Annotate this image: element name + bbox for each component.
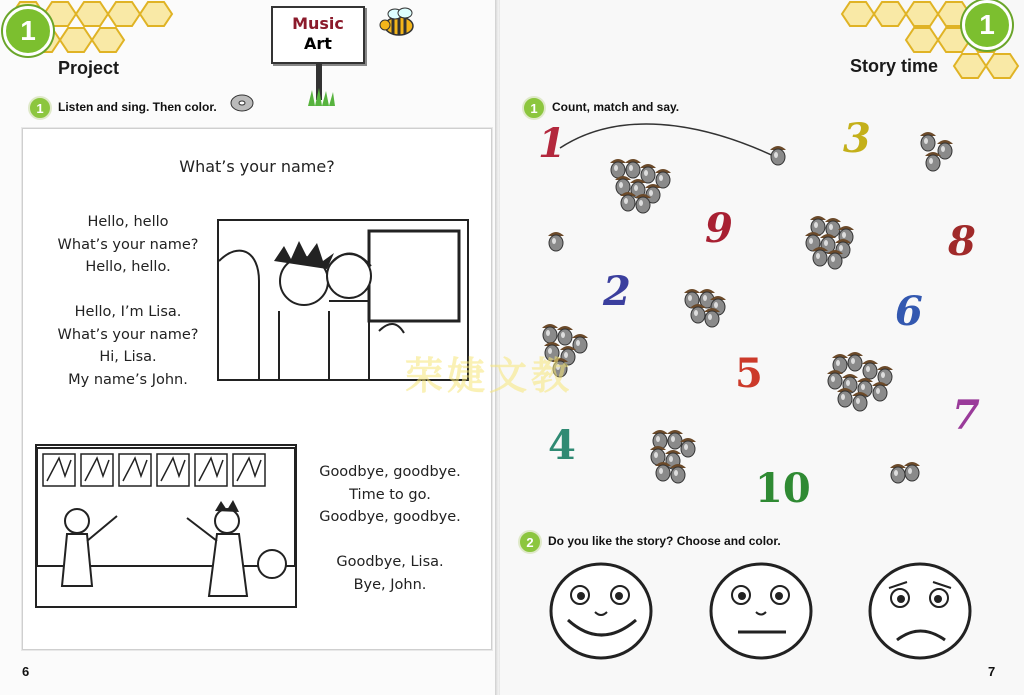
instruction-number-badge: 1 — [28, 96, 52, 120]
activity-2-instruction — [518, 530, 781, 554]
lyric-line: Hello, I’m Lisa. — [74, 304, 182, 320]
acorn-group-2 — [890, 462, 920, 483]
lyric-line: Bye, John. — [353, 576, 427, 593]
grass-icon — [306, 86, 336, 106]
sign-line-1: Music — [292, 14, 344, 33]
unit-badge: 1 — [962, 0, 1012, 50]
sign-line-2: Art — [304, 34, 332, 53]
number-7: 7 — [952, 392, 980, 439]
happy-face-icon[interactable] — [548, 560, 654, 662]
instruction-1 — [28, 96, 217, 120]
lyric-line: What’s your name? — [57, 326, 199, 343]
page-number: 6 — [22, 664, 30, 679]
number-2: 2 — [603, 268, 631, 315]
acorn-groups — [500, 120, 1024, 510]
acorn-group-1 — [770, 146, 786, 165]
page-heading: Story time — [850, 56, 939, 76]
activity-1-instruction — [522, 96, 679, 120]
song-verse-1 — [43, 211, 213, 279]
lyric-line: Goodbye, Lisa. — [336, 554, 444, 570]
acorn-group-7 — [650, 430, 696, 483]
neutral-face-icon[interactable] — [708, 560, 814, 662]
number-5: 5 — [735, 350, 763, 397]
bee-icon — [375, 6, 423, 40]
lyric-line: Time to go. — [349, 486, 431, 503]
number-3: 3 — [843, 115, 871, 162]
lyric-line: Hello, hello. — [85, 259, 171, 275]
acorn-group-9 — [610, 159, 671, 213]
lyric-line: My name’s John. — [68, 371, 188, 388]
right-page — [500, 0, 1024, 695]
lyric-line: Goodbye, goodbye. — [319, 464, 461, 480]
kids-waving-bus-illustration — [35, 444, 297, 608]
sad-face-icon[interactable] — [867, 560, 973, 662]
page-heading: Project — [58, 58, 120, 78]
acorn-group-1b — [548, 232, 564, 251]
number-8: 8 — [948, 218, 976, 265]
instruction-text: Listen and sing. Then color. — [58, 100, 217, 115]
song-title: What’s your name? — [179, 157, 335, 176]
number-10: 10 — [755, 465, 811, 512]
number-6: 6 — [895, 288, 923, 335]
acorn-group-10 — [827, 352, 893, 411]
unit-badge: 1 — [3, 6, 53, 56]
acorn-group-5 — [684, 289, 726, 327]
activity-text: Do you like the story? Choose and color. — [548, 534, 781, 549]
number-9: 9 — [705, 205, 733, 252]
activity-text: Count, match and say. — [552, 100, 680, 115]
number-1: 1 — [538, 120, 566, 167]
song-verse-2 — [43, 301, 213, 391]
lyric-line: Hello, hello — [87, 214, 169, 230]
activity-number-badge: 1 — [522, 96, 546, 120]
activity-number-badge: 2 — [518, 530, 542, 554]
page-number: 7 — [988, 664, 996, 679]
song-verse-4 — [305, 551, 475, 596]
acorn-group-8 — [805, 216, 854, 269]
music-art-sign — [271, 6, 365, 64]
acorn-group-3 — [920, 132, 953, 171]
cd-audio-icon[interactable] — [230, 93, 254, 113]
lyric-line: Goodbye, goodbye. — [319, 509, 461, 525]
number-4: 4 — [548, 422, 576, 469]
watermark: 荣婕文教 — [405, 354, 574, 398]
lyric-line: Hi, Lisa. — [99, 349, 157, 365]
bus-drawing — [37, 446, 295, 606]
song-verse-3 — [305, 461, 475, 529]
lyric-line: What’s your name? — [57, 236, 199, 253]
